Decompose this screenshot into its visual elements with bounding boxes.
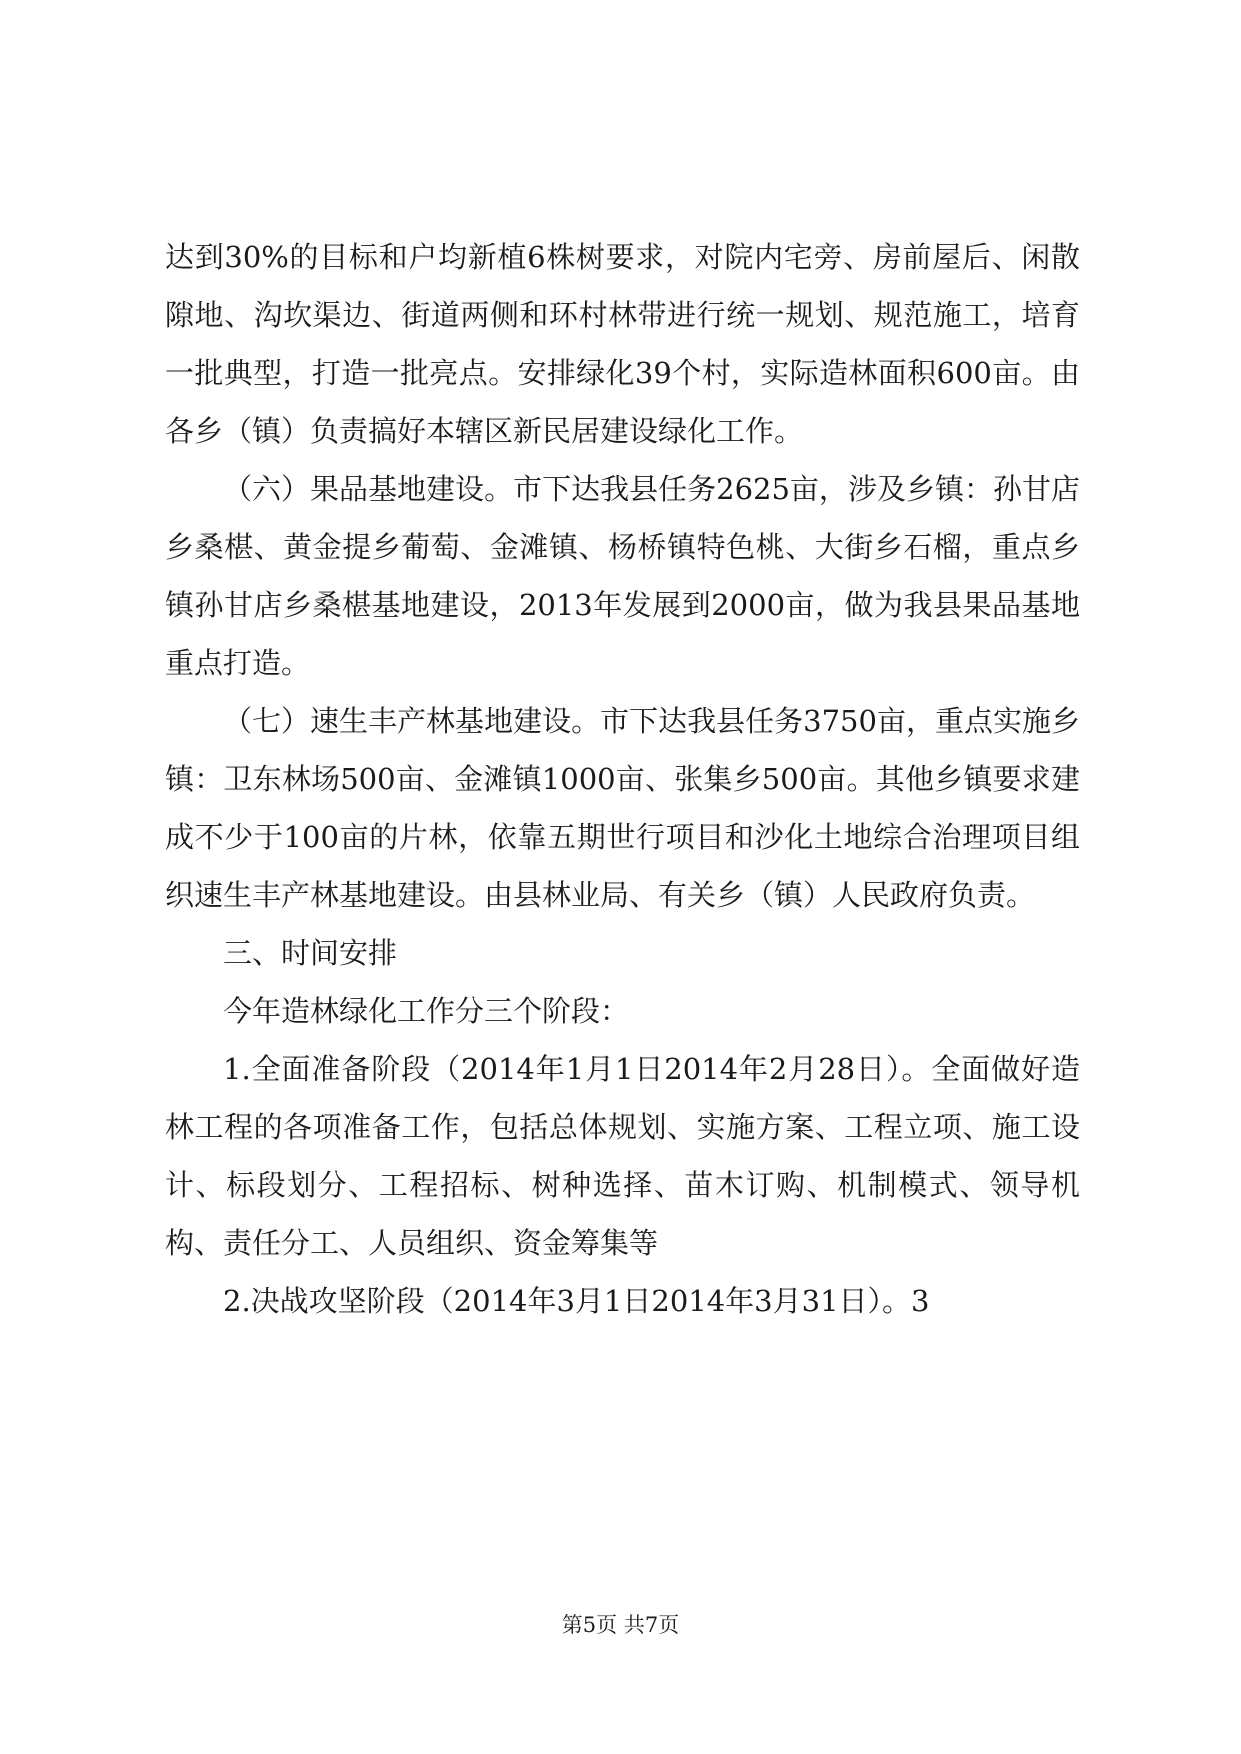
- document-body: [165, 228, 1080, 1330]
- paragraph-fruit-base: （六）果品基地建设。市下达我县任务2625亩，涉及乡镇：孙甘店乡桑椹、黄金提乡葡萄、金滩镇、杨桥镇特色桃、大街乡石榴，重点乡镇孙甘店乡桑椹基地建设，2013年发展到2000亩，做为我县果品基地重点打造。: [165, 472, 1080, 680]
- paragraph-fast-growing-forest: （七）速生丰产林基地建设。市下达我县任务3750亩，重点实施乡镇：卫东林场500亩、金滩镇1000亩、张集乡500亩。其他乡镇要求建成不少于100亩的片林，依靠五期世行项目和沙化土地综合治理项目组织速生丰产林基地建设。由县林业局、有关乡（镇）人民政府负责。: [165, 704, 1080, 912]
- page-number-footer: 第5页 共7页: [561, 1613, 680, 1637]
- paragraph-stages-intro: 今年造林绿化工作分三个阶段：: [223, 994, 630, 1028]
- paragraph-village-greening: 达到30%的目标和户均新植6株树要求，对院内宅旁、房前屋后、闲散隙地、沟坎渠边、街道两侧和环村林带进行统一规划、规范施工，培育一批典型，打造一批亮点。安排绿化39个村，实际造林面积600亩。由各乡（镇）负责搞好本辖区新民居建设绿化工作。: [165, 240, 1080, 448]
- section-heading-schedule: 三、时间安排: [223, 936, 398, 970]
- paragraph-stage-preparation: 1.全面准备阶段（2014年1月1日2014年2月28日）。全面做好造林工程的各项准备工作，包括总体规划、实施方案、工程立项、施工设计、标段划分、工程招标、树种选择、苗木订购、机制模式、领导机构、责任分工、人员组织、资金筹集等: [165, 1052, 1080, 1260]
- paragraph-stage-decisive: 2.决战攻坚阶段（2014年3月1日2014年3月31日）。3: [223, 1284, 930, 1318]
